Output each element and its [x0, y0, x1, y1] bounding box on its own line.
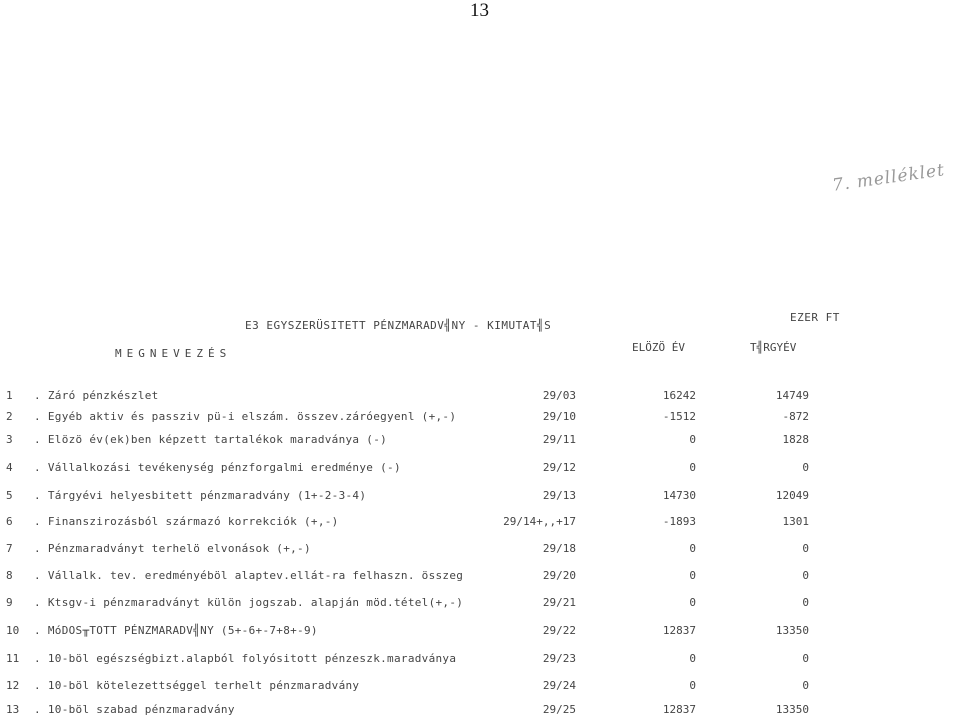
row-current-year-value: 13350: [775, 703, 809, 716]
row-reference: 29/24: [542, 679, 576, 692]
row-number: 7: [6, 542, 13, 555]
table-row: [0, 389, 959, 407]
row-previous-year-value: -1893: [662, 515, 696, 528]
row-description: . Vállalk. tev. eredményéböl alaptev.ellát-ra felhaszn. összeg: [34, 569, 464, 582]
row-description: . Finanszirozásból származó korrekciók (+,-): [34, 515, 339, 528]
row-current-year-value: 14749: [775, 389, 809, 402]
row-current-year-value: 12049: [775, 489, 809, 502]
table-row: [0, 489, 959, 507]
row-previous-year-value: 0: [689, 652, 696, 665]
table-row: [0, 624, 959, 642]
row-previous-year-value: 12837: [662, 624, 696, 637]
row-reference: 29/14+,,+17: [503, 515, 576, 528]
row-description: . Tárgyévi helyesbitett pénzmaradvány (1+-2-3-4): [34, 489, 367, 502]
table-row: [0, 461, 959, 479]
row-previous-year-value: 14730: [662, 489, 696, 502]
row-previous-year-value: 16242: [662, 389, 696, 402]
row-number: 5: [6, 489, 13, 502]
row-previous-year-value: 0: [689, 542, 696, 555]
row-previous-year-value: 0: [689, 569, 696, 582]
row-description: . 10-böl egészségbizt.alapból folyósitott pénzeszk.maradványa: [34, 652, 457, 665]
page-number: 13: [470, 0, 489, 21]
row-current-year-value: 0: [802, 569, 809, 582]
row-current-year-value: 0: [802, 542, 809, 555]
table-row: [0, 410, 959, 428]
row-previous-year-value: 0: [689, 679, 696, 692]
table-row: [0, 515, 959, 533]
row-reference: 29/22: [542, 624, 576, 637]
table-title: E3 EGYSZERÜSITETT PÉNZMARADV╣NY - KIMUTAT╣S: [245, 319, 552, 332]
row-current-year-value: 1828: [782, 433, 809, 446]
column-header-previous-year: ELÖZÖ ÉV: [632, 341, 685, 354]
row-reference: 29/10: [542, 410, 576, 423]
table-row: [0, 679, 959, 697]
row-current-year-value: 0: [802, 652, 809, 665]
row-number: 8: [6, 569, 13, 582]
row-number: 4: [6, 461, 13, 474]
row-previous-year-value: 0: [689, 433, 696, 446]
column-header-current-year: T╣RGYÉV: [750, 341, 797, 354]
table-row: [0, 596, 959, 614]
row-description: . Elözö év(ek)ben képzett tartalékok maradványa (-): [34, 433, 388, 446]
row-current-year-value: 0: [802, 679, 809, 692]
table-row: [0, 433, 959, 451]
row-number: 10: [6, 624, 20, 637]
row-description: . 10-böl szabad pénzmaradvány: [34, 703, 235, 716]
row-reference: 29/13: [542, 489, 576, 502]
row-description: . Ktsgv-i pénzmaradványt külön jogszab. alapján möd.tétel(+,-): [34, 596, 464, 609]
row-number: 3: [6, 433, 13, 446]
row-reference: 29/21: [542, 596, 576, 609]
row-number: 13: [6, 703, 20, 716]
row-previous-year-value: -1512: [662, 410, 696, 423]
row-reference: 29/03: [542, 389, 576, 402]
row-reference: 29/25: [542, 703, 576, 716]
row-current-year-value: 0: [802, 461, 809, 474]
unit-label: EZER FT: [790, 311, 840, 324]
table-row: [0, 703, 959, 721]
row-current-year-value: -872: [782, 410, 809, 423]
row-previous-year-value: 0: [689, 596, 696, 609]
row-number: 12: [6, 679, 20, 692]
table-row: [0, 569, 959, 587]
annex-note: 7. melléklet: [831, 160, 947, 196]
row-description: . Vállalkozási tevékenység pénzforgalmi eredménye (-): [34, 461, 401, 474]
row-reference: 29/12: [542, 461, 576, 474]
row-number: 11: [6, 652, 20, 665]
row-number: 6: [6, 515, 13, 528]
row-current-year-value: 0: [802, 596, 809, 609]
table-row: [0, 542, 959, 560]
row-description: . Pénzmaradványt terhelö elvonások (+,-): [34, 542, 311, 555]
row-reference: 29/11: [542, 433, 576, 446]
row-reference: 29/18: [542, 542, 576, 555]
row-reference: 29/23: [542, 652, 576, 665]
row-reference: 29/20: [542, 569, 576, 582]
row-previous-year-value: 0: [689, 461, 696, 474]
row-current-year-value: 13350: [775, 624, 809, 637]
row-number: 9: [6, 596, 13, 609]
row-number: 2: [6, 410, 13, 423]
row-current-year-value: 1301: [782, 515, 809, 528]
table-row: [0, 652, 959, 670]
row-description: . 10-böl kötelezettséggel terhelt pénzmaradvány: [34, 679, 360, 692]
row-description: . Egyéb aktiv és passziv pü-i elszám. összev.záróegyenl (+,-): [34, 410, 457, 423]
row-description: . Záró pénzkészlet: [34, 389, 159, 402]
column-header-description: MEGNEVEZÉS: [115, 347, 232, 360]
row-description: . MóDOS╥TOTT PÉNZMARADV╣NY (5+-6+-7+8+-9): [34, 624, 318, 637]
row-previous-year-value: 12837: [662, 703, 696, 716]
row-number: 1: [6, 389, 13, 402]
